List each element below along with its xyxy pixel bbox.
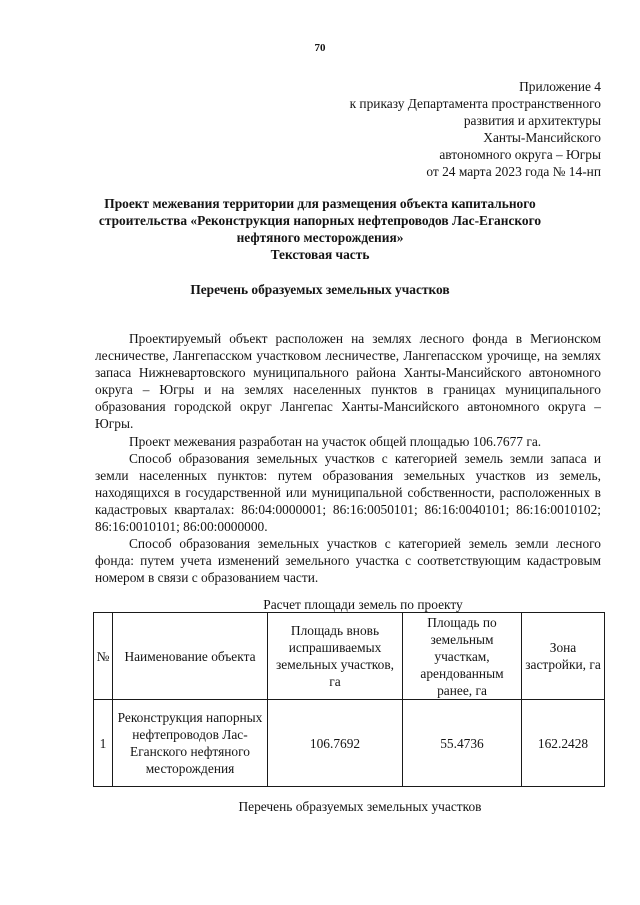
header-name: Наименование объекта [113, 613, 268, 700]
header-area-leased: Площадь по земельным участкам, арендованным ранее, га [403, 613, 522, 700]
title-line: Проект межевания территории для размещения объекта капитального [104, 196, 536, 211]
appendix-line: от 24 марта 2023 года № 14-нп [426, 164, 601, 179]
table-row [94, 700, 605, 787]
cell-zone: 162.2428 [522, 700, 605, 787]
section-heading: Перечень образуемых земельных участков [190, 282, 450, 297]
appendix-line: автономного округа – Югры [439, 147, 601, 162]
appendix-line: развития и архитектуры [463, 113, 601, 128]
document-title [0, 195, 640, 263]
cell-area-leased: 55.4736 [403, 700, 522, 787]
title-line: Текстовая часть [270, 247, 370, 262]
table-caption: Расчет площади земель по проекту [263, 597, 463, 612]
body-text [95, 330, 601, 586]
paragraph: Способ образования земельных участков с категорией земель земли запаса и земли населенных пунктов: путем образования земельных участков из земель, находящихся в государственной или муниципальной собственности, расположенных в кадастровых кварталах: 86:04:0000001; 86:16:0050101; 86:16:0040101; 86:16:0010102; 86:16:0010101; 86:00:0000000. [95, 450, 601, 535]
title-line: строительства «Реконструкция напорных нефтепроводов Лас-Еганского [98, 213, 542, 228]
page-number: 70 [314, 42, 326, 54]
header-num: № [94, 613, 113, 700]
cell-num: 1 [94, 700, 113, 787]
appendix-line: Приложение 4 [519, 79, 601, 94]
footer-heading: Перечень образуемых земельных участков [238, 799, 482, 814]
paragraph: Проект межевания разработан на участок общей площадью 106.7677 га. [129, 433, 542, 449]
paragraph: Способ образования земельных участков с категорией земель земли лесного фонда: путем учета изменений земельного участка с соответствующим кадастровым номером в связи с образованием части. [95, 536, 601, 586]
area-calculation-table [93, 612, 605, 787]
appendix-line: к приказу Департамента пространственного [349, 96, 601, 111]
title-line: нефтяного месторождения» [236, 230, 404, 245]
cell-area-new: 106.7692 [268, 700, 403, 787]
header-zone: Зона застройки, га [522, 613, 605, 700]
table-header-row [94, 613, 605, 700]
paragraph: Проектируемый объект расположен на землях лесного фонда в Мегионском лесничестве, Лангепасском участковом лесничестве, Лангепасском урочище, на землях запаса Нижневартовского муниципального района Ханты-Мансийского автономного округа – Югры и на землях населенных пунктов в границах муниципального образования городской округ Лангепас Ханты-Мансийского автономного округа – Югры. [95, 331, 601, 432]
appendix-line: Ханты-Мансийского [483, 130, 601, 145]
cell-name: Реконструкция напорных нефтепроводов Лас-Еганского нефтяного месторождения [113, 700, 268, 787]
appendix-reference [350, 78, 601, 180]
header-area-new: Площадь вновь испрашиваемых земельных участков, га [268, 613, 403, 700]
